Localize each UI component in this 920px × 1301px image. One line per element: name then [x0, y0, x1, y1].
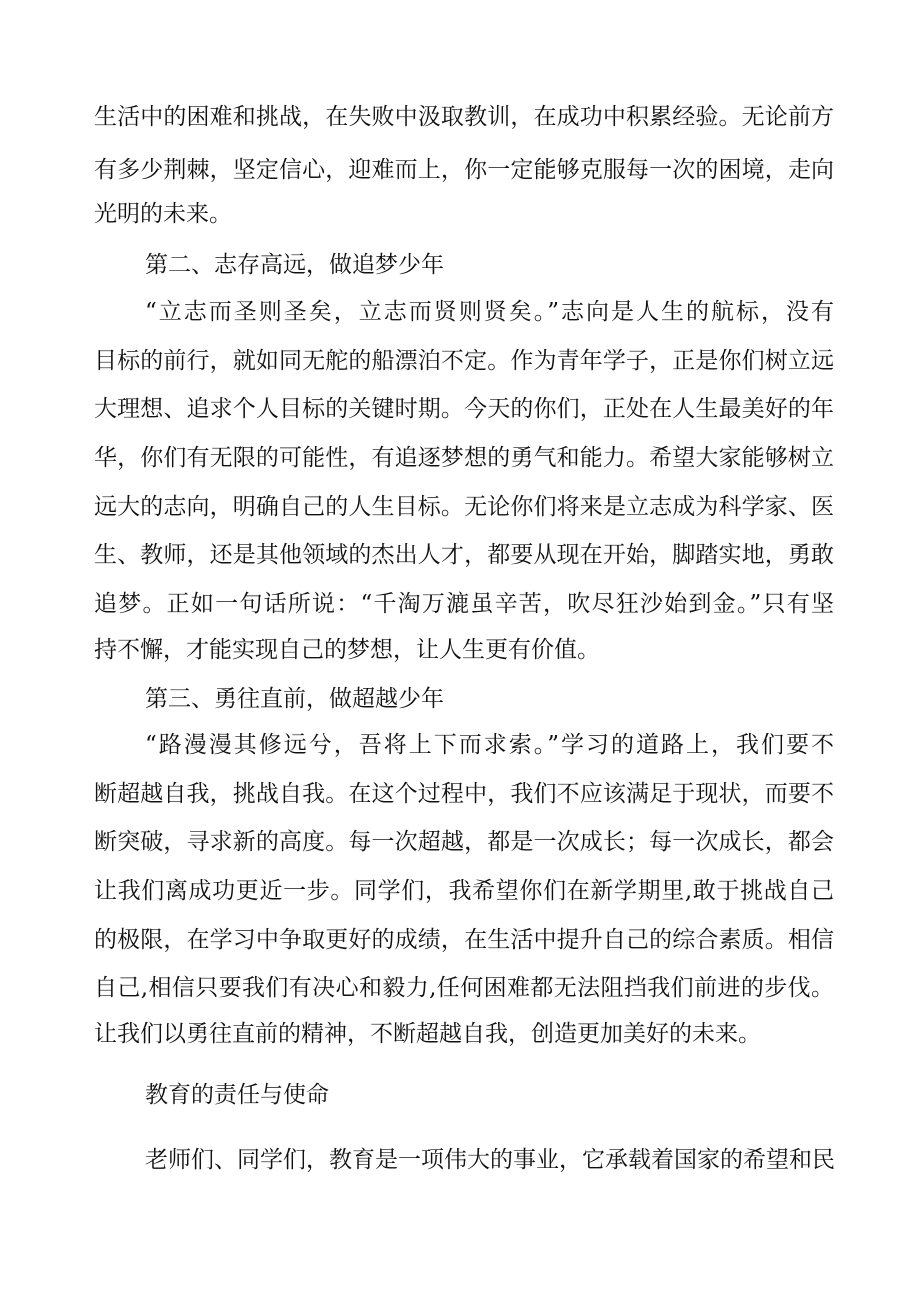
- paragraph-line: 断超越自我，挑战自我。在这个过程中，我们不应该满足于现状，而要不: [94, 781, 834, 807]
- paragraph-line: “立志而圣则圣矣，立志而贤则贤矣。”志向是人生的航标，没有: [145, 299, 834, 325]
- paragraph-line: 远大的志向，明确自己的人生目标。无论你们将来是立志成为科学家、医: [94, 494, 834, 520]
- paragraph-line: 华，你们有无限的可能性，有追逐梦想的勇气和能力。希望大家能够树立: [94, 445, 834, 471]
- paragraph-line: 老师们、同学们，教育是一项伟大的事业，它承载着国家的希望和民: [145, 1147, 835, 1173]
- paragraph-line: 目标的前行，就如同无舵的船漂泊不定。作为青年学子，正是你们树立远: [94, 348, 834, 374]
- paragraph-line: “路漫漫其修远兮，吾将上下而求索。”学习的道路上，我们要不: [145, 732, 834, 758]
- paragraph-line: 的极限，在学习中争取更好的成绩，在生活中提升自己的综合素质。相信: [94, 927, 834, 953]
- paragraph-line: 有多少荆棘，坚定信心，迎难而上，你一定能够克服每一次的困境，走向: [94, 157, 834, 183]
- paragraph-line: 大理想、追求个人目标的关键时期。今天的你们，正处在人生最美好的年: [94, 396, 834, 422]
- paragraph-line: 让我们离成功更近一步。同学们，我希望你们在新学期里,敢于挑战自己: [94, 878, 834, 904]
- paragraph-line: 持不懈，才能实现自己的梦想，让人生更有价值。: [94, 637, 600, 663]
- paragraph-line: 自己,相信只要我们有决心和毅力,任何困难都无法阻挡我们前进的步伐。: [94, 975, 834, 1001]
- paragraph-line: 追梦。正如一句话所说：“千淘万漉虽辛苦，吹尽狂沙始到金。”只有坚: [94, 591, 834, 617]
- paragraph-line: 生活中的困难和挑战，在失败中汲取教训，在成功中积累经验。无论前方: [94, 104, 834, 130]
- paragraph-line: 生、教师，还是其他领域的杰出人才，都要从现在开始，脚踏实地，勇敢: [94, 542, 834, 568]
- paragraph-line: 断突破，寻求新的高度。每一次超越，都是一次成长；每一次成长，都会: [94, 829, 834, 855]
- section-heading: 教育的责任与使命: [145, 1082, 329, 1108]
- paragraph-line: 光明的未来。: [94, 201, 232, 227]
- section-heading: 第二、志存高远，做追梦少年: [145, 252, 444, 278]
- paragraph-line: 让我们以勇往直前的精神，不断超越自我，创造更加美好的未来。: [94, 1021, 761, 1047]
- section-heading: 第三、勇往直前，做超越少年: [145, 686, 444, 712]
